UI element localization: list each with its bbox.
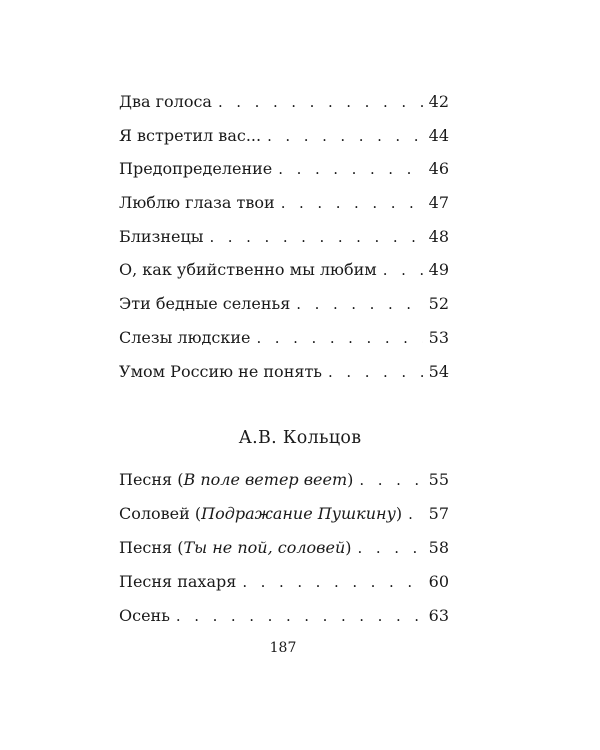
toc-entry-page: 49 xyxy=(428,260,449,280)
toc-entry-title: Люблю глаза твои xyxy=(119,193,275,213)
toc-entry xyxy=(119,328,449,362)
toc-entry-title: Песня (Ты не пой, соловей) xyxy=(119,538,352,557)
toc-entry-subtitle: Ты не пой, соловей xyxy=(183,538,346,557)
dot-leader xyxy=(256,329,422,347)
dot-leader xyxy=(408,505,423,523)
toc-entry-page: 58 xyxy=(428,538,449,557)
toc-entry-page: 42 xyxy=(428,92,449,111)
toc-entry-page: 53 xyxy=(428,327,449,347)
toc-entry xyxy=(119,504,449,538)
toc-entry xyxy=(119,606,449,640)
dot-leader xyxy=(359,471,422,489)
toc-entry xyxy=(119,572,449,606)
dot-leader xyxy=(176,607,423,625)
toc-entry xyxy=(119,260,449,294)
dot-leader xyxy=(242,573,422,591)
toc-entry xyxy=(119,294,449,328)
dot-leader xyxy=(281,194,423,212)
toc-entry xyxy=(119,159,449,193)
toc-entry-title: Предопределение xyxy=(119,159,273,179)
toc-entry xyxy=(119,92,449,126)
toc-entry-title: Песня (В поле ветер веет) xyxy=(119,470,354,489)
toc-entry xyxy=(119,126,449,160)
toc-entry-page: 55 xyxy=(428,470,449,489)
toc-list-tyutchev xyxy=(119,92,449,395)
toc-entry-title: Осень xyxy=(119,606,170,625)
toc-list-koltsov xyxy=(119,470,449,640)
toc-entry-subtitle: В поле ветер веет xyxy=(183,470,348,489)
toc-entry-title: Я встретил вас... xyxy=(119,125,262,145)
toc-entry-title: О, как убийственно мы любим xyxy=(119,260,377,280)
toc-entry-title: Песня пахаря xyxy=(119,572,237,591)
toc-entry xyxy=(119,470,449,504)
toc-entry xyxy=(119,227,449,261)
toc-entry-page: 46 xyxy=(428,159,449,179)
toc-entry-title: Близнецы xyxy=(119,226,204,246)
toc-entry-title: Соловей (Подражание Пушкину) xyxy=(119,504,403,523)
toc-entry-subtitle: Подражание Пушкину xyxy=(201,504,396,523)
dot-leader xyxy=(278,160,422,178)
toc-entry xyxy=(119,538,449,572)
toc-entry-page: 44 xyxy=(428,125,449,145)
toc-entry-title: Слезы людские xyxy=(119,327,251,347)
toc-entry-page: 48 xyxy=(428,226,449,246)
toc-entry-page: 47 xyxy=(428,193,449,213)
dot-leader xyxy=(296,295,422,313)
toc-entry xyxy=(119,193,449,227)
dot-leader xyxy=(358,539,423,557)
toc-entry-page: 63 xyxy=(428,606,449,625)
toc-entry-page: 57 xyxy=(428,504,449,523)
toc-entry-page: 54 xyxy=(428,361,449,381)
dot-leader xyxy=(218,93,423,111)
toc-entry-title: Два голоса xyxy=(119,92,212,111)
dot-leader xyxy=(209,228,422,246)
toc-entry-page: 60 xyxy=(428,572,449,591)
toc-entry-title: Эти бедные селенья xyxy=(119,294,291,314)
page-number: 187 xyxy=(269,640,297,656)
dot-leader xyxy=(267,127,423,145)
toc-entry xyxy=(119,362,449,396)
dot-leader xyxy=(328,363,423,381)
toc-entry-page: 52 xyxy=(428,294,449,314)
dot-leader xyxy=(383,261,423,279)
author-heading: А.В. Кольцов xyxy=(238,428,362,448)
toc-entry-title: Умом Россию не понять xyxy=(119,361,323,381)
